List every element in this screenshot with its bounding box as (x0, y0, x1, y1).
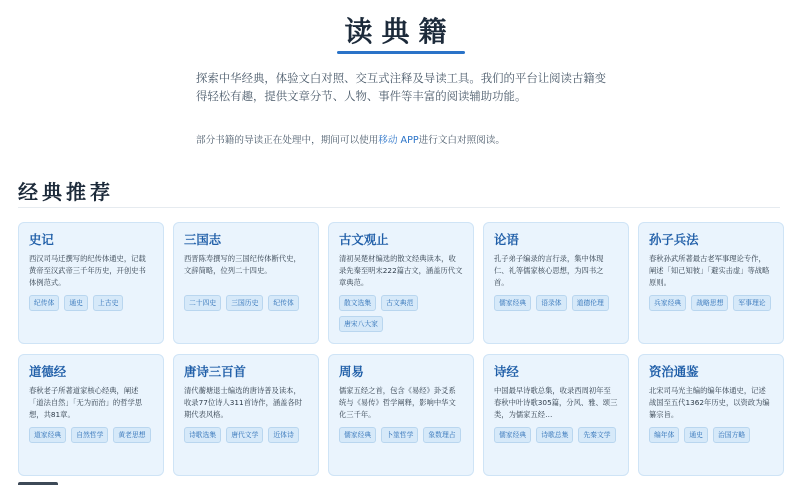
book-description: 春秋老子所著道家核心经典，阐述「道法自然」「无为而治」的哲学思想，共81章。 (29, 386, 143, 419)
book-description: 清初吴楚材编选的散文经典读本，收录先秦至明末222篇古文，涵盖历代文章典范。 (339, 254, 463, 287)
book-card[interactable] (638, 354, 784, 476)
book-tag[interactable]: 通史 (684, 427, 708, 443)
book-tag[interactable]: 编年体 (649, 427, 679, 443)
book-tag[interactable]: 纪传体 (29, 295, 59, 311)
book-grid (18, 222, 782, 476)
book-tag[interactable]: 儒家经典 (494, 427, 531, 443)
book-description: 中国最早诗歌总集，收录西周初年至春秋中叶诗歌305篇，分风、雅、颂三类，为儒家五经… (494, 386, 618, 419)
book-tags (339, 295, 463, 332)
book-tag[interactable]: 道家经典 (29, 427, 66, 443)
book-tags (494, 427, 618, 443)
book-tag[interactable]: 古文典范 (381, 295, 418, 311)
book-tag[interactable]: 黄老思想 (113, 427, 150, 443)
book-description: 西汉司马迁撰写的纪传体通史，记载黄帝至汉武帝三千年历史，开创史书体例范式。 (29, 254, 146, 287)
mobile-app-link[interactable]: 移动 APP (378, 135, 419, 146)
book-tag[interactable]: 道德伦理 (572, 295, 609, 311)
book-tag[interactable]: 唐宋八大家 (339, 316, 383, 332)
book-tags (494, 295, 618, 311)
book-description: 儒家五经之首，包含《易经》卦爻系统与《易传》哲学阐释，影响中华文化三千年。 (339, 386, 456, 419)
book-tags (29, 295, 153, 311)
book-tag[interactable]: 散文选集 (339, 295, 376, 311)
book-tag[interactable]: 自然哲学 (71, 427, 108, 443)
book-tag[interactable]: 唐代文学 (226, 427, 263, 443)
book-tag[interactable]: 诗歌总集 (536, 427, 573, 443)
book-card[interactable] (483, 354, 629, 476)
book-tags (184, 427, 308, 443)
section-divider (18, 207, 780, 208)
book-tag[interactable]: 纪传体 (268, 295, 298, 311)
processing-note (196, 134, 616, 148)
title-underline (337, 51, 465, 54)
book-description: 北宋司马光主编的编年体通史，记述战国至五代1362年历史，以资政为编纂宗旨。 (649, 386, 770, 419)
book-card[interactable] (638, 222, 784, 344)
book-tag[interactable]: 通史 (64, 295, 88, 311)
book-card[interactable] (328, 354, 474, 476)
book-title: 三国志 (184, 232, 222, 247)
note-prefix: 部分书籍的导读正在处理中，期间可以使用 (196, 135, 379, 146)
book-tag[interactable]: 战略思想 (691, 295, 728, 311)
intro-text: 探索中华经典，体验文白对照、交互式注释及导读工具。我们的平台让阅读古籍变得轻松有趣，提供文章分节、人物、事件等丰富的阅读辅助功能。 (196, 71, 607, 103)
book-card[interactable] (328, 222, 474, 344)
book-description: 清代蘅塘退士编选的唐诗普及读本，收录77位诗人311首诗作，涵盖各时期代表风格。 (184, 386, 303, 419)
book-tag[interactable]: 军事理论 (733, 295, 770, 311)
book-tags (184, 295, 308, 311)
book-title: 资治通鉴 (649, 364, 699, 379)
book-tag[interactable]: 二十四史 (184, 295, 221, 311)
book-title: 史记 (29, 232, 54, 247)
book-card[interactable] (173, 222, 319, 344)
book-tag[interactable]: 治国方略 (713, 427, 750, 443)
book-title: 诗经 (494, 364, 519, 379)
book-title: 道德经 (29, 364, 67, 379)
book-tags (29, 427, 153, 443)
book-tag[interactable]: 语录体 (536, 295, 566, 311)
book-tags (649, 427, 773, 443)
book-tags (649, 295, 773, 311)
book-description: 春秋孙武所著最古老军事理论专作，阐述「知己知彼」「避实击虚」等战略原则。 (649, 254, 770, 287)
book-tag[interactable]: 先秦文学 (578, 427, 615, 443)
book-tag[interactable]: 近体诗 (268, 427, 298, 443)
book-tags (339, 427, 463, 443)
book-card[interactable] (18, 222, 164, 344)
book-card[interactable] (18, 354, 164, 476)
book-tag[interactable]: 儒家经典 (494, 295, 531, 311)
book-title: 唐诗三百首 (184, 364, 246, 379)
book-tag[interactable]: 三国历史 (226, 295, 263, 311)
book-description: 西晋陈寿撰写的三国纪传体断代史，文辞简略，位列二十四史。 (184, 254, 301, 275)
book-card[interactable] (173, 354, 319, 476)
next-section-heading-peek (18, 482, 58, 489)
note-suffix: 进行文白对照阅读。 (418, 135, 505, 146)
book-title: 孙子兵法 (649, 232, 699, 247)
page-title: 读典籍 (344, 15, 456, 48)
book-tag[interactable]: 兵家经典 (649, 295, 686, 311)
book-tag[interactable]: 象数理占 (423, 427, 460, 443)
book-title: 古文观止 (339, 232, 389, 247)
book-title: 论语 (494, 232, 519, 247)
book-tag[interactable]: 儒家经典 (339, 427, 376, 443)
book-tag[interactable]: 上古史 (93, 295, 123, 311)
book-tag[interactable]: 卜筮哲学 (381, 427, 418, 443)
book-title: 周易 (339, 364, 364, 379)
section-title-recommended: 经典推荐 (18, 180, 114, 204)
book-description: 孔子弟子编录的言行录，集中体现仁、礼等儒家核心思想，为四书之首。 (494, 254, 604, 287)
book-tag[interactable]: 诗歌选集 (184, 427, 221, 443)
book-card[interactable] (483, 222, 629, 344)
